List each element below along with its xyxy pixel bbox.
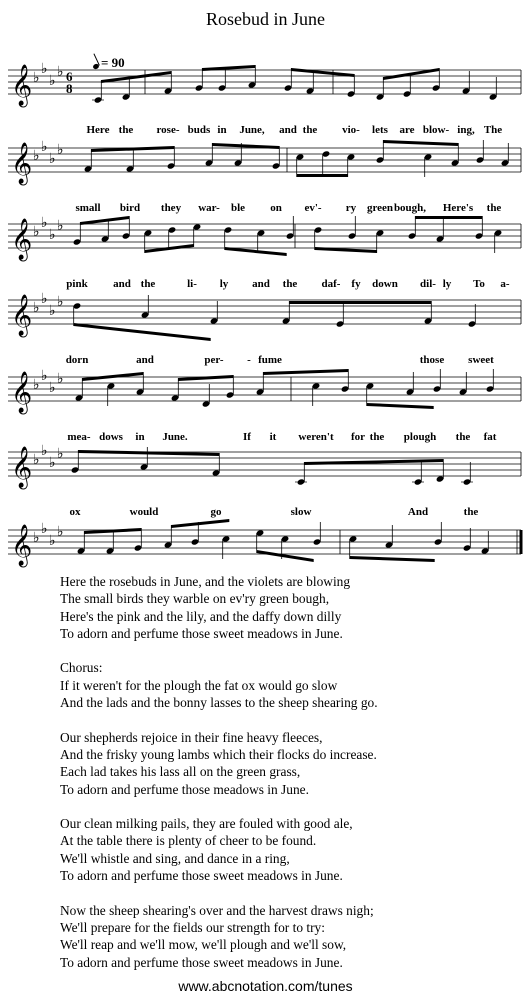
lyric-syllable: bough,	[393, 202, 427, 214]
lyric-syllable: go	[210, 506, 222, 518]
lyric-syllable: fat	[483, 431, 497, 443]
verse-line: We'll reap and we'll mow, we'll plough and we'll sow,	[60, 937, 347, 953]
lyric-syllable: mea-	[67, 431, 91, 443]
flat-icon: ♭	[33, 148, 40, 164]
beam	[84, 528, 141, 534]
lyric-syllable: small	[75, 202, 101, 214]
lyric-syllable: ry	[345, 202, 357, 214]
verse-line: We'll whistle and sing, and dance in a ring,	[60, 850, 290, 866]
lyric-syllable: the	[486, 202, 502, 214]
flat-icon: ♭	[49, 227, 56, 243]
lyric-syllable: sweet	[468, 354, 494, 366]
lyric-syllable: If	[243, 431, 251, 443]
flat-icon: ♭	[49, 151, 56, 167]
lyric-syllable: for	[350, 431, 366, 443]
lyric-syllable: those	[419, 354, 445, 366]
time-signature-bottom: 8	[66, 81, 73, 96]
verse-line: If it weren't for the plough the fat ox would go slow	[60, 677, 338, 693]
flat-icon: ♭	[41, 521, 48, 537]
verse-line: To adorn and perfume those sweet meadows in June.	[60, 868, 343, 884]
flat-icon: ♭	[33, 452, 40, 468]
lyric-syllable: per-	[204, 354, 224, 366]
verse-line: Here's the pink and the lily, and the daffy down dilly	[60, 608, 342, 624]
beam	[171, 519, 229, 528]
flat-icon: ♭	[33, 300, 40, 316]
time-signature-top: 6	[66, 69, 73, 84]
footer-link[interactable]: www.abcnotation.com/tunes	[178, 978, 353, 994]
beam	[74, 323, 211, 341]
flat-icon: ♭	[57, 371, 64, 387]
flat-icon: ♭	[33, 224, 40, 240]
tune-title: Rosebud in June	[206, 9, 325, 29]
lyric-syllable: dil-	[420, 278, 436, 290]
flat-icon: ♭	[41, 139, 48, 155]
lyric-syllable: the	[369, 431, 385, 443]
lyric-syllable: fy	[351, 278, 361, 290]
lyric-syllable: are	[399, 124, 415, 136]
verse-line: To adorn and perfume those meadows in June.	[60, 781, 309, 797]
beam	[145, 244, 194, 253]
treble-clef-icon: 𝄞	[11, 525, 33, 566]
lyric-syllable: weren't	[298, 431, 334, 443]
tempo-value: = 90	[101, 55, 125, 70]
lyric-syllable: Here	[86, 124, 110, 136]
beam	[225, 247, 287, 256]
verse-line: Chorus:	[60, 660, 103, 676]
verse-line: And the lads and the bonny lasses to the sheep shearing go.	[60, 695, 378, 711]
lyric-syllable: vio-	[342, 124, 360, 136]
beam	[257, 550, 314, 562]
lyric-syllable: Here's	[442, 202, 474, 214]
lyric-syllable: lets	[372, 124, 388, 136]
lyric-syllable: in	[217, 124, 227, 136]
beam	[91, 146, 174, 152]
treble-clef-icon: 𝄞	[11, 219, 33, 260]
lyric-syllable: the	[455, 431, 471, 443]
verse-stanza	[60, 902, 378, 971]
lyric-syllable: daf-	[321, 278, 341, 290]
lyric-syllable: ox	[69, 506, 81, 518]
verse-line: And the frisky young lambs which their flocks do increase.	[60, 746, 377, 762]
flat-icon: ♭	[49, 303, 56, 319]
lyric-syllable: the	[463, 506, 479, 518]
flat-icon: ♭	[41, 291, 48, 307]
lyric-syllable: rose-	[156, 124, 180, 136]
lyric-syllable: June.	[162, 431, 188, 443]
lyric-syllable: slow	[290, 506, 312, 518]
treble-clef-icon: 𝄞	[11, 65, 33, 106]
lyric-syllable: and	[113, 278, 131, 290]
flat-icon: ♭	[57, 446, 64, 462]
lyric-syllable: and	[279, 124, 297, 136]
lyric-syllable: ly	[219, 278, 229, 290]
lyric-syllable: and	[252, 278, 270, 290]
lyric-syllable: on	[270, 202, 282, 214]
lyric-syllable: the	[282, 278, 298, 290]
beam	[383, 140, 458, 146]
verse-stanza	[60, 729, 378, 798]
verses	[60, 573, 378, 988]
flat-icon: ♭	[41, 368, 48, 384]
lyric-syllable: the	[140, 278, 156, 290]
beam	[289, 301, 431, 304]
lyric-syllable: buds	[187, 124, 211, 136]
lyric-syllable: The	[483, 124, 503, 136]
lyric-syllable: a-	[500, 278, 510, 290]
flat-icon: ♭	[41, 443, 48, 459]
lyric-syllable: they	[160, 202, 182, 214]
flat-icon: ♭	[49, 73, 56, 89]
flat-icon: ♭	[33, 377, 40, 393]
lyric-syllable: fume	[258, 354, 282, 366]
beam	[82, 372, 143, 381]
verse-line: The small birds they warble on ev'ry green bough,	[60, 591, 330, 607]
beam	[367, 403, 434, 409]
treble-clef-icon: 𝄞	[11, 372, 33, 413]
lyric-syllable: in	[135, 431, 145, 443]
lyric-syllable: dorn	[65, 354, 89, 366]
verse-line: Now the sheep shearing's over and the harvest draws nigh;	[60, 902, 374, 918]
lyric-syllable: ing,	[457, 124, 475, 136]
verse-line: Here the rosebuds in June, and the violets are blowing	[60, 574, 351, 589]
verse-stanza	[60, 573, 378, 642]
lyric-syllable: And	[407, 506, 429, 518]
lyric-syllable: the	[302, 124, 318, 136]
beam	[263, 369, 348, 375]
flat-icon: ♭	[33, 530, 40, 546]
lyric-syllable: ly	[442, 278, 452, 290]
lyric-syllable: green	[366, 202, 394, 214]
treble-clef-icon: 𝄞	[11, 143, 33, 184]
verse-stanza	[60, 815, 378, 884]
verse-line: At the table there is plenty of cheer to be found.	[60, 833, 317, 849]
verse-line: We'll prepare for the fields our strength for to try:	[60, 919, 325, 935]
lyric-syllable: down	[372, 278, 398, 290]
flat-icon: ♭	[57, 142, 64, 158]
lyric-syllable: bird	[119, 202, 141, 214]
lyric-syllable: blow-	[422, 124, 450, 136]
flat-icon: ♭	[57, 524, 64, 540]
lyric-syllable: ble	[230, 202, 246, 214]
beam	[415, 216, 482, 219]
flat-icon: ♭	[41, 215, 48, 231]
lyric-syllable: and	[136, 354, 154, 366]
verse-line: Our shepherds rejoice in their fine heavy fleeces,	[60, 729, 323, 745]
flat-icon: ♭	[57, 64, 64, 80]
lyric-syllable: plough	[403, 431, 437, 443]
lyric-syllable: the	[118, 124, 134, 136]
beam	[350, 556, 435, 562]
verse-line: Each lad takes his lass all on the green grass,	[60, 764, 301, 780]
beam	[78, 450, 219, 456]
flat-icon: ♭	[49, 533, 56, 549]
lyric-syllable: ev'-	[304, 202, 322, 214]
verse-line: To adorn and perfume those sweet meadows in June.	[60, 625, 343, 641]
lyric-syllable: it	[269, 431, 277, 443]
verse-stanza	[60, 659, 378, 711]
lyric-syllable: war-	[198, 202, 220, 214]
verse-line: Our clean milking pails, they are fouled with good ale,	[60, 816, 353, 832]
lyric-syllable: would	[129, 506, 159, 518]
treble-clef-icon: 𝄞	[11, 447, 33, 488]
lyric-syllable: pink	[66, 278, 88, 290]
beam	[101, 71, 171, 83]
verse-line: To adorn and perfume those sweet meadows in June.	[60, 954, 343, 970]
beam	[297, 174, 348, 177]
flat-icon: ♭	[57, 294, 64, 310]
lyric-syllable: To	[473, 278, 485, 290]
lyric-syllable: June,	[239, 124, 265, 136]
final-barline	[520, 530, 523, 554]
lyric-syllable: dows	[99, 431, 123, 443]
treble-clef-icon: 𝄞	[11, 295, 33, 336]
lyric-syllable: li-	[187, 278, 197, 290]
flat-icon: ♭	[57, 218, 64, 234]
flat-icon: ♭	[49, 380, 56, 396]
lyric-syllable: -	[247, 354, 251, 366]
beam	[178, 375, 233, 381]
flat-icon: ♭	[33, 70, 40, 86]
flat-icon: ♭	[49, 455, 56, 471]
flat-icon: ♭	[41, 61, 48, 77]
